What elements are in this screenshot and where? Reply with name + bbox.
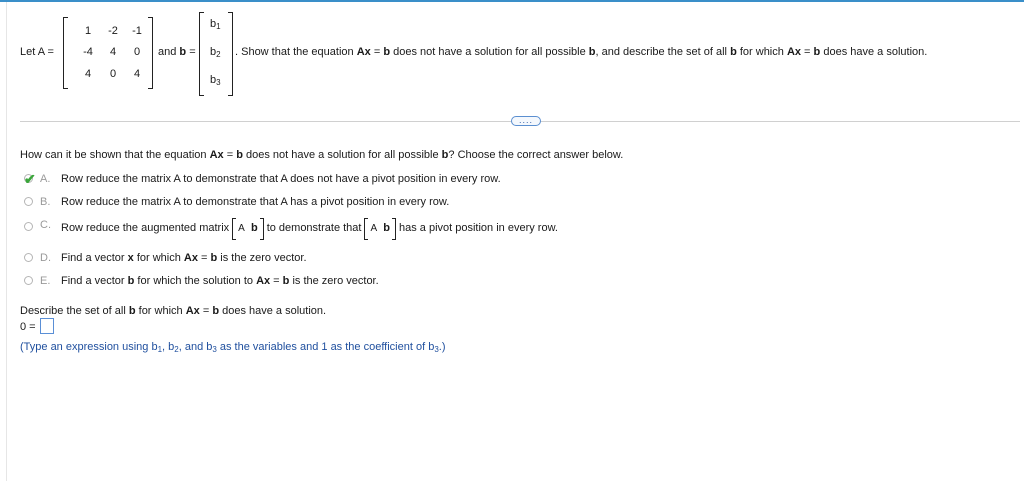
option-a-letter: A.: [40, 173, 51, 185]
option-a-text: Row reduce the matrix A to demonstrate that A does not have a pivot position in every row.: [61, 173, 501, 185]
show-more-button[interactable]: ....: [511, 116, 541, 126]
option-b-letter: B.: [40, 196, 51, 208]
augmented-matrix: A b: [364, 218, 396, 238]
answer-label: 0 =: [20, 321, 36, 333]
checkmark-icon: ✔: [24, 171, 36, 187]
augmented-matrix: A b: [232, 218, 264, 238]
option-b-radio[interactable]: [24, 197, 33, 206]
matrix-a-cell: 0: [133, 46, 141, 58]
vector-b-entry: $b_3$: [210, 74, 221, 87]
vector-b-right-bracket: [228, 12, 233, 96]
option-c-letter: C.: [40, 219, 51, 231]
question-2-text: Describe the set of all b for which Ax = b does have a solution.: [20, 305, 327, 317]
left-border-line: [6, 2, 7, 481]
option-d-letter: D.: [40, 252, 51, 264]
matrix-a-cell: 0: [109, 68, 117, 80]
option-c-radio[interactable]: [24, 222, 33, 231]
vector-b-entry: $b_1$: [210, 18, 221, 31]
option-d-text: Find a vector x for which Ax = b is the zero vector.: [61, 252, 307, 264]
matrix-a-cell: -2: [108, 25, 118, 37]
option-c-text: Row reduce the augmented matrix A b to demonstrate that A b has a pivot position in every row.: [61, 217, 558, 239]
option-d-radio[interactable]: [24, 253, 33, 262]
matrix-a-cell: 4: [84, 68, 92, 80]
and-b-label: and b =: [158, 46, 196, 58]
matrix-a-cell: 4: [109, 46, 117, 58]
let-a-label: Let A =: [20, 46, 54, 58]
vector-b-left-bracket: [199, 12, 204, 96]
option-e-text: Find a vector b for which the solution to Ax = b is the zero vector.: [61, 275, 379, 287]
option-e-letter: E.: [40, 275, 51, 287]
question-1-text: How can it be shown that the equation Ax = b does not have a solution for all possible b? Choose the correct answer below.: [20, 149, 624, 161]
problem-statement: . Show that the equation Ax = b does not have a solution for all possible b, and describe the set of all b for which Ax = b does have a solution.: [235, 46, 928, 58]
answer-input[interactable]: [40, 318, 54, 334]
matrix-a-cell: -4: [83, 46, 93, 58]
vector-b-entry: $b_2$: [210, 46, 221, 59]
matrix-a-cell: -1: [132, 25, 142, 37]
top-accent-line: [0, 0, 1024, 2]
matrix-a-cell: 4: [133, 68, 141, 80]
option-e-radio[interactable]: [24, 276, 33, 285]
matrix-a-cell: 1: [84, 25, 92, 37]
matrix-a-left-bracket: [63, 17, 68, 89]
option-b-text: Row reduce the matrix A to demonstrate that A has a pivot position in every row.: [61, 196, 450, 208]
answer-hint: (Type an expression using $b_1$, $b_2$, and $b_3$ as the variables and 1 as the coefficient of $b_3$.): [20, 341, 446, 354]
